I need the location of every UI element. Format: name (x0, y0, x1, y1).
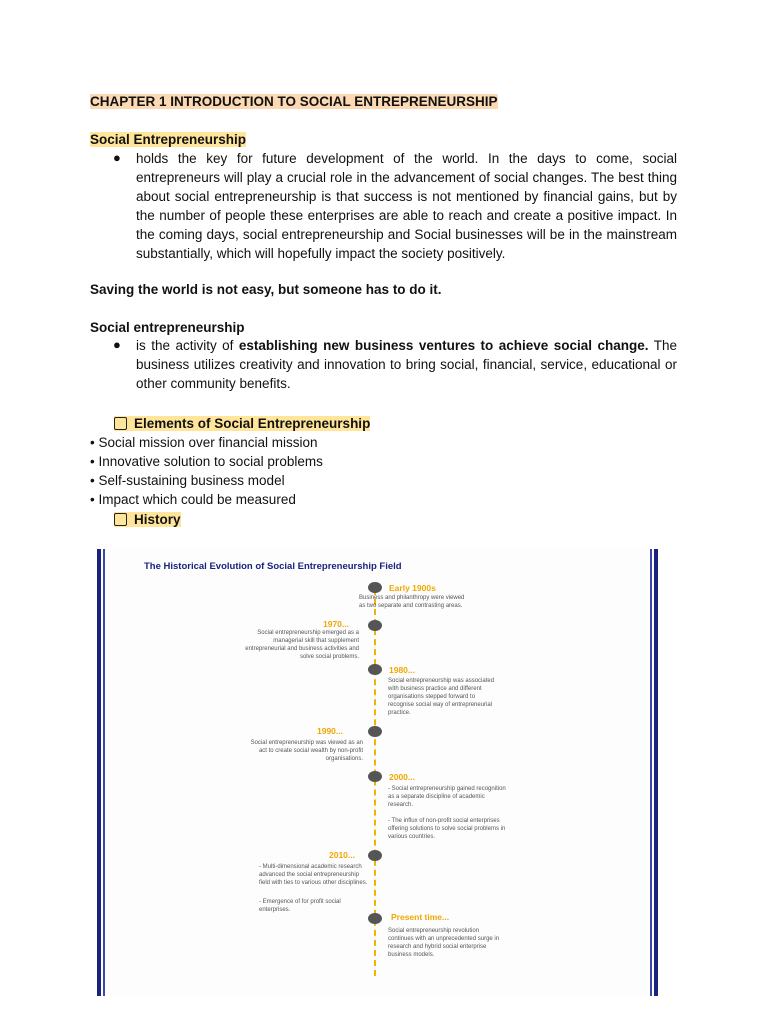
section-heading-social-entrepreneurship: Social Entrepreneurship (90, 132, 247, 147)
frame-bar-left-inner (103, 549, 105, 996)
definition-emphasis: establishing new business ventures to achieve social change. (238, 338, 649, 353)
timeline-text: - Multi-dimensional academic research advanced the social entrepreneurship field with ties to various other disciplines. (259, 864, 368, 886)
elements-heading: Elements of Social Entrepreneurship (114, 416, 370, 431)
timeline-year: 1980... (389, 665, 415, 675)
frame-bar-left (97, 549, 101, 996)
history-heading: History (114, 512, 181, 527)
timeline-dot (368, 664, 382, 675)
checkbox-icon[interactable] (114, 417, 127, 430)
frame-bar-right (654, 549, 658, 996)
paragraph-definition-2: is the activity of establishing new business ventures to achieve social change. The business utilizes creativity and innovation to bring social, financial, service, educational or other community benefits. (136, 338, 677, 391)
timeline-year: 1970... (323, 619, 349, 629)
timeline-text: - The influx of non-profit social enterprises offering solutions to solve social problems in various countries. (388, 818, 506, 840)
timeline-dot (368, 850, 382, 861)
timeline-text: - Social entrepreneurship gained recognition as a separate discipline of academic research. (388, 786, 506, 808)
timeline-year: Early 1900s (389, 583, 436, 593)
list-item: • Self-sustaining business model (90, 473, 285, 488)
timeline-dot (368, 771, 382, 782)
list-item: • Impact which could be measured (90, 492, 296, 507)
frame-bar-right-inner (650, 549, 652, 996)
paragraph-definition-1: holds the key for future development of the world. In the days to come, social entrepreneurs will play a crucial role in the advancement of social changes. The best thing about social entrepreneurship is that success is not mentioned by financial gains, but by the number of people these enterprises are able to reach and create a positive impact. In the coming days, social entrepreneurship and Social businesses will be in the mainstream substantially, which will hopefully impact the society positively. (136, 151, 677, 261)
list-item: • Social mission over financial mission (90, 435, 318, 450)
bullet-icon: ● (113, 337, 121, 352)
bold-statement: Saving the world is not easy, but someone has to do it. (90, 282, 442, 297)
list-item: • Innovative solution to social problems (90, 454, 323, 469)
timeline-dot (368, 726, 382, 737)
chapter-title: CHAPTER 1 INTRODUCTION TO SOCIAL ENTREPRENEURSHIP (90, 94, 498, 109)
elements-list (90, 433, 323, 509)
timeline-dot (368, 582, 382, 593)
infographic-title: The Historical Evolution of Social Entrepreneurship Field (144, 561, 402, 572)
timeline-text: Social entrepreneurship emerged as a managerial skill that supplement entrepreneurial and business activities and solve social problems. (245, 630, 359, 660)
timeline-year: 2000... (389, 772, 415, 782)
timeline-year: 2010... (329, 850, 355, 860)
timeline-text: Social entrepreneurship was viewed as an act to create social wealth by non-profit organisations. (250, 740, 363, 762)
history-infographic (97, 549, 658, 996)
checkbox-icon[interactable] (114, 513, 127, 526)
timeline-dot (368, 620, 382, 631)
timeline-text: Business and philanthropy were viewed as two separate and contrasting areas. (359, 595, 465, 609)
timeline-text: - Emergence of for profit social enterprises. (259, 899, 341, 913)
timeline-text: Social entrepreneurship was associated with business practice and different organisations stepped forward to recognise social way of entrepreneurial practice. (388, 678, 495, 716)
timeline-text: Social entrepreneurship revolution continues with an unprecedented surge in research and hybrid social enterprise business models. (388, 928, 500, 958)
timeline-year: 1990... (317, 726, 343, 736)
timeline-year: Present time... (391, 912, 450, 922)
timeline-dot (368, 913, 382, 924)
section-heading-definition: Social entrepreneurship (90, 320, 245, 335)
bullet-icon: ● (113, 150, 121, 165)
